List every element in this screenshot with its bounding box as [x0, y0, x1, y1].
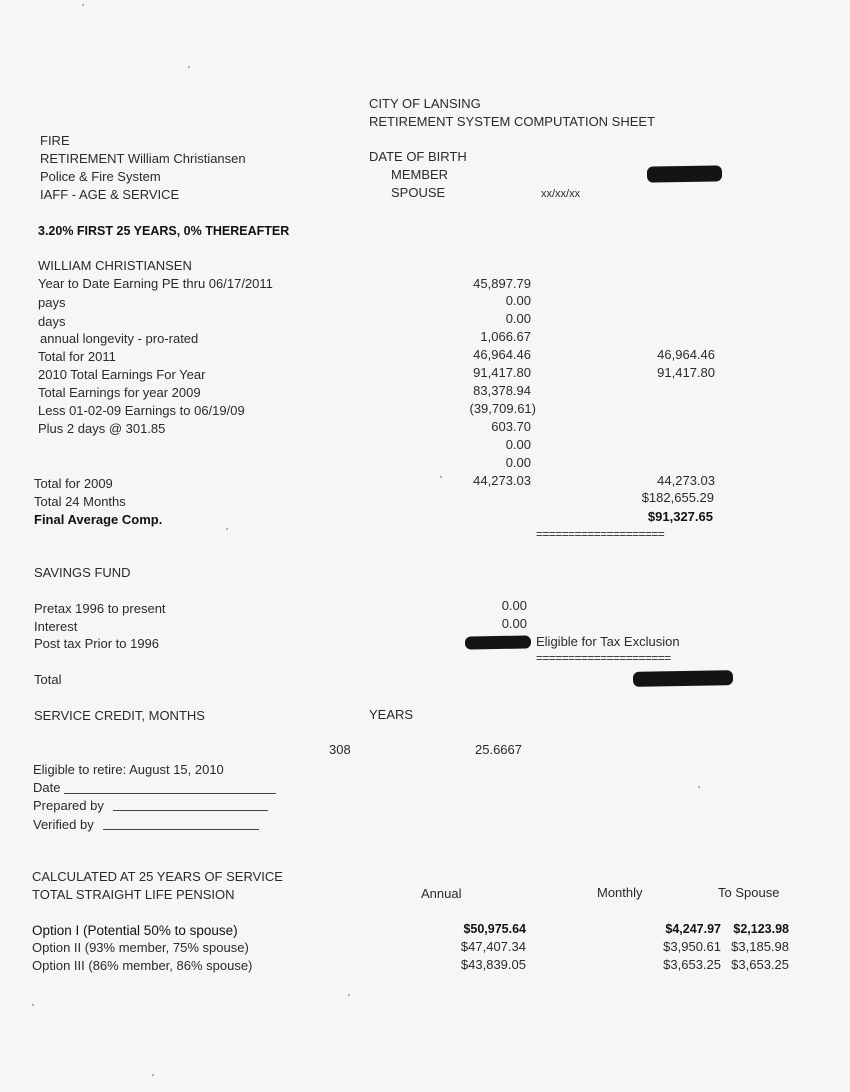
redaction-mark: [465, 635, 531, 649]
earn-row-label: Plus 2 days @ 301.85: [38, 421, 166, 436]
posttax-label: Post tax Prior to 1996: [34, 636, 160, 651]
spouse-label: SPOUSE: [391, 185, 446, 200]
earn-row-total: 91,417.80: [657, 365, 715, 380]
interest-label: Interest: [34, 619, 78, 634]
col-annual: Annual: [421, 886, 462, 901]
redaction-mark: [633, 670, 733, 687]
system-label: Police & Fire System: [40, 169, 161, 184]
member-label: MEMBER: [391, 167, 449, 182]
earn-row-value: 83,378.94: [473, 383, 531, 398]
scan-speck: [152, 1074, 154, 1076]
option-annual: $50,975.64: [463, 922, 526, 936]
option-label: Option II (93% member, 75% spouse): [32, 940, 249, 955]
earn-row-value: 91,417.80: [473, 365, 531, 380]
earn-row-label: Total 24 Months: [34, 494, 126, 509]
earn-row-label: Year to Date Earning PE thru 06/17/2011: [38, 276, 273, 291]
earn-row-label: Total for 2011: [38, 349, 116, 364]
earn-row-label: pays: [38, 295, 66, 310]
earn-row-value: 46,964.46: [473, 347, 531, 362]
earn-row-value: (39,709.61): [469, 401, 536, 416]
final-average-value: $91,327.65: [647, 509, 713, 524]
tax-exclusion-note: Eligible for Tax Exclusion: [536, 634, 680, 649]
earn-row-label: 2010 Total Earnings For Year: [38, 367, 206, 382]
double-rule: =====================: [536, 651, 671, 665]
option-annual: $43,839.05: [460, 957, 526, 972]
dob-label: DATE OF BIRTH: [369, 149, 467, 164]
sheet-title: RETIREMENT SYSTEM COMPUTATION SHEET: [369, 114, 656, 129]
earn-row-total: $182,655.29: [641, 490, 714, 505]
option-annual: $47,407.34: [460, 939, 526, 954]
option-monthly: $4,247.97: [665, 922, 721, 936]
earn-row-value: 1,066.67: [480, 329, 531, 344]
scan-speck: [440, 476, 442, 478]
earn-row-value: 0.00: [505, 437, 531, 452]
option-label: Option I (Potential 50% to spouse): [32, 923, 238, 938]
savings-title: SAVINGS FUND: [34, 565, 131, 580]
option-to-spouse: $3,653.25: [731, 957, 789, 972]
earn-row-total: 44,273.03: [657, 473, 715, 488]
scan-speck: [82, 4, 84, 6]
earn-row-label: Total for 2009: [34, 476, 113, 491]
service-credit-label: SERVICE CREDIT, MONTHS: [34, 708, 205, 723]
date-label: Date: [33, 780, 61, 795]
redaction-mark: [647, 165, 722, 182]
earn-row-total: 46,964.46: [657, 347, 715, 362]
city-title: CITY OF LANSING: [369, 96, 481, 111]
years-label: YEARS: [369, 707, 414, 722]
plan-label: IAFF - AGE & SERVICE: [40, 187, 180, 202]
spouse-dob: xx/xx/xx: [541, 188, 581, 200]
interest-value: 0.00: [501, 616, 527, 631]
service-months-value: 308: [329, 742, 351, 757]
scan-speck: [348, 994, 350, 996]
earn-row-label: Total Earnings for year 2009: [38, 385, 201, 400]
earn-row-value: 0.00: [505, 293, 531, 308]
earn-row-label: Less 01-02-09 Earnings to 06/19/09: [38, 403, 245, 418]
scan-speck: [188, 66, 190, 68]
verified-signature-line: [103, 829, 259, 830]
earn-row-value: 0.00: [505, 455, 531, 470]
service-years-value: 25.6667: [475, 742, 522, 757]
option-to-spouse: $3,185.98: [731, 939, 789, 954]
double-rule: ====================: [536, 527, 665, 541]
formula-label: 3.20% FIRST 25 YEARS, 0% THEREAFTER: [38, 224, 290, 238]
option-to-spouse: $2,123.98: [733, 922, 789, 936]
earn-row-value: 45,897.79: [473, 276, 531, 291]
earn-row-value: 0.00: [505, 311, 531, 326]
retirement-label: RETIREMENT William Christiansen: [40, 151, 246, 166]
col-to-spouse: To Spouse: [718, 885, 780, 900]
earn-row-label: annual longevity - pro-rated: [40, 331, 199, 346]
earn-row-label: days: [38, 314, 66, 329]
straight-life-label: TOTAL STRAIGHT LIFE PENSION: [32, 887, 235, 902]
pretax-value: 0.00: [501, 598, 527, 613]
col-monthly: Monthly: [597, 885, 643, 900]
scan-speck: [226, 528, 228, 530]
calculated-at-label: CALCULATED AT 25 YEARS OF SERVICE: [32, 869, 283, 884]
final-average-label: Final Average Comp.: [34, 512, 163, 527]
member-name: WILLIAM CHRISTIANSEN: [38, 258, 192, 273]
dept-label: FIRE: [40, 133, 70, 148]
prepared-signature-line: [113, 810, 268, 811]
option-monthly: $3,653.25: [663, 957, 721, 972]
option-monthly: $3,950.61: [663, 939, 721, 954]
scan-speck: [698, 786, 700, 788]
earn-row-value: 44,273.03: [473, 473, 531, 488]
verified-by-label: Verified by: [33, 817, 94, 832]
prepared-by-label: Prepared by: [33, 798, 104, 813]
scan-speck: [32, 1004, 34, 1006]
earn-row-value: 603.70: [491, 419, 531, 434]
eligible-to-retire: Eligible to retire: August 15, 2010: [33, 762, 224, 777]
pretax-label: Pretax 1996 to present: [34, 601, 166, 616]
date-signature-line: [64, 793, 276, 794]
savings-total-label: Total: [34, 672, 62, 687]
option-label: Option III (86% member, 86% spouse): [32, 958, 253, 973]
